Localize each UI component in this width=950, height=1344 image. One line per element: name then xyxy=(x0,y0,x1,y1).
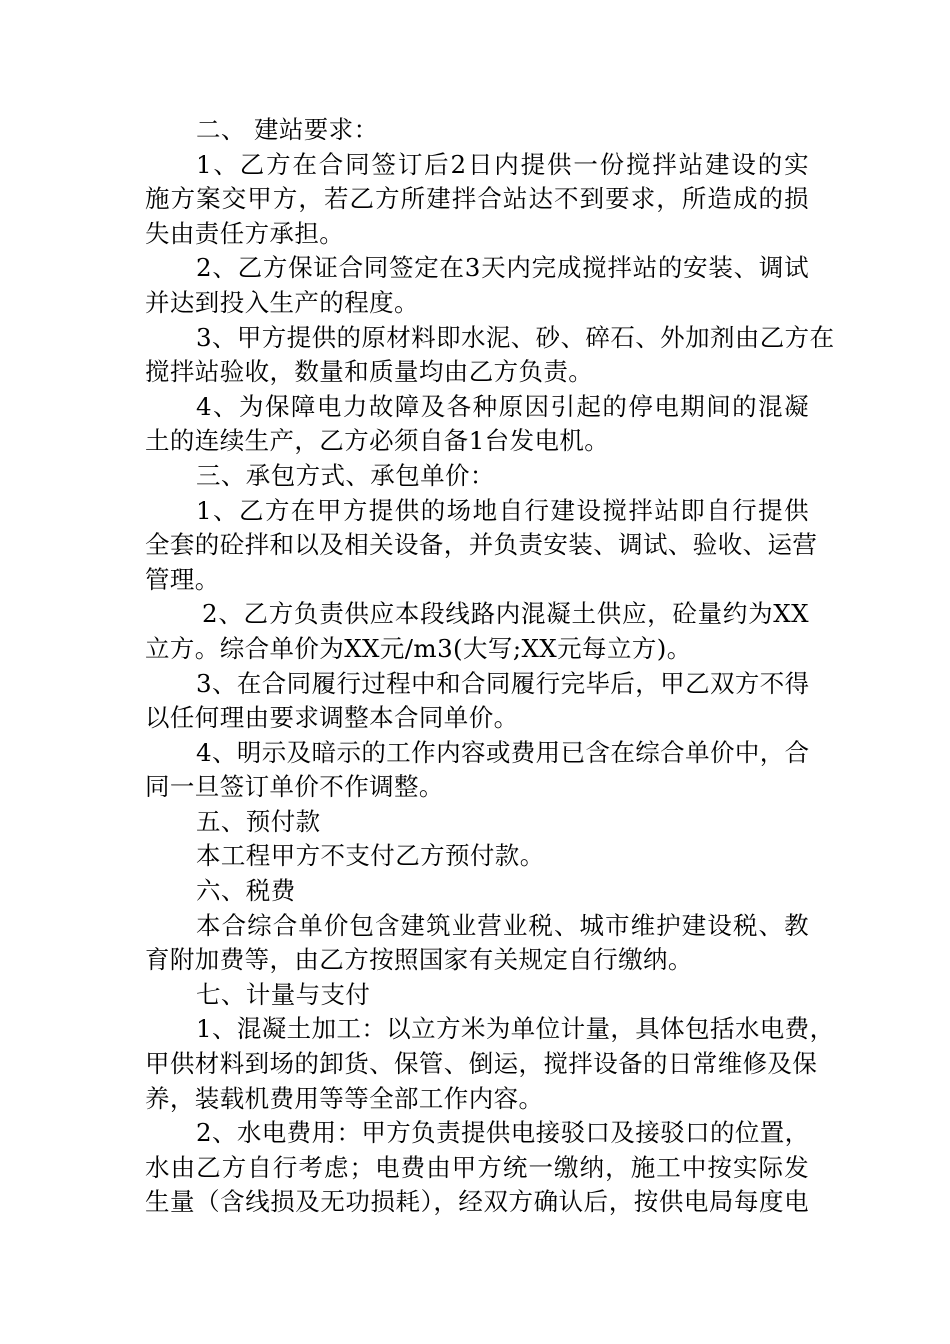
text-line: 甲供材料到场的卸货、保管、倒运，搅拌设备的日常维修及保 xyxy=(145,1049,818,1079)
text-line: 2、乙方负责供应本段线路内混凝土供应，砼量约为XX xyxy=(202,599,809,629)
text-line: 本合综合单价包含建筑业营业税、城市维护建设税、教 xyxy=(196,910,809,940)
text-line: 并达到投入生产的程度。 xyxy=(145,287,419,317)
text-line: 本工程甲方不支付乙方预付款。 xyxy=(196,841,545,871)
text-line: 1、混凝土加工：以立方米为单位计量，具体包括水电费， xyxy=(196,1014,835,1044)
document-body xyxy=(145,113,835,1220)
text-line: 六、税费 xyxy=(196,876,296,906)
text-line: 二、 建站要求： xyxy=(196,115,379,144)
text-line: 2、乙方保证合同签定在3天内完成搅拌站的安装、调试 xyxy=(196,253,809,283)
text-line: 生量（含线损及无功损耗），经双方确认后，按供电局每度电 xyxy=(145,1187,809,1217)
text-line: 1、乙方在合同签订后2日内提供一份搅拌站建设的实 xyxy=(196,149,809,179)
text-line: 搅拌站验收，数量和质量均由乙方负责。 xyxy=(145,357,594,387)
text-line: 七、计量与支付 xyxy=(196,979,371,1009)
text-line: 土的连续生产，乙方必须自备1台发电机。 xyxy=(145,426,610,456)
text-line: 育附加费等，由乙方按照国家有关规定自行缴纳。 xyxy=(145,945,693,975)
text-line: 1、乙方在甲方提供的场地自行建设搅拌站即自行提供 xyxy=(196,495,809,525)
text-line: 同一旦签订单价不作调整。 xyxy=(145,772,444,802)
text-line: 五、预付款 xyxy=(196,806,321,836)
text-line: 三、承包方式、承包单价： xyxy=(196,460,495,490)
text-line: 以任何理由要求调整本合同单价。 xyxy=(145,703,519,733)
text-line: 3、在合同履行过程中和合同履行完毕后，甲乙双方不得 xyxy=(196,668,810,698)
text-line: 立方。综合单价为XX元/m3(大写;XX元每立方)。 xyxy=(145,633,692,663)
text-line: 水由乙方自行考虑；电费由甲方统一缴纳，施工中按实际发 xyxy=(145,1152,809,1182)
text-line: 全套的砼拌和以及相关设备，并负责安装、调试、验收、运营 xyxy=(145,530,818,560)
text-line: 3、甲方提供的原材料即水泥、砂、碎石、外加剂由乙方在 xyxy=(196,322,835,352)
text-line: 4、为保障电力故障及各种原因引起的停电期间的混凝 xyxy=(196,391,809,421)
text-line: 失由责任方承担。 xyxy=(145,218,345,248)
text-line: 管理。 xyxy=(145,564,220,594)
text-line: 施方案交甲方，若乙方所建拌合站达不到要求，所造成的损 xyxy=(145,184,809,214)
text-line: 2、水电费用：甲方负责提供电接驳口及接驳口的位置， xyxy=(196,1118,810,1148)
text-line: 养，装载机费用等等全部工作内容。 xyxy=(145,1083,544,1113)
text-line: 4、明示及暗示的工作内容或费用已含在综合单价中，合 xyxy=(196,737,810,767)
